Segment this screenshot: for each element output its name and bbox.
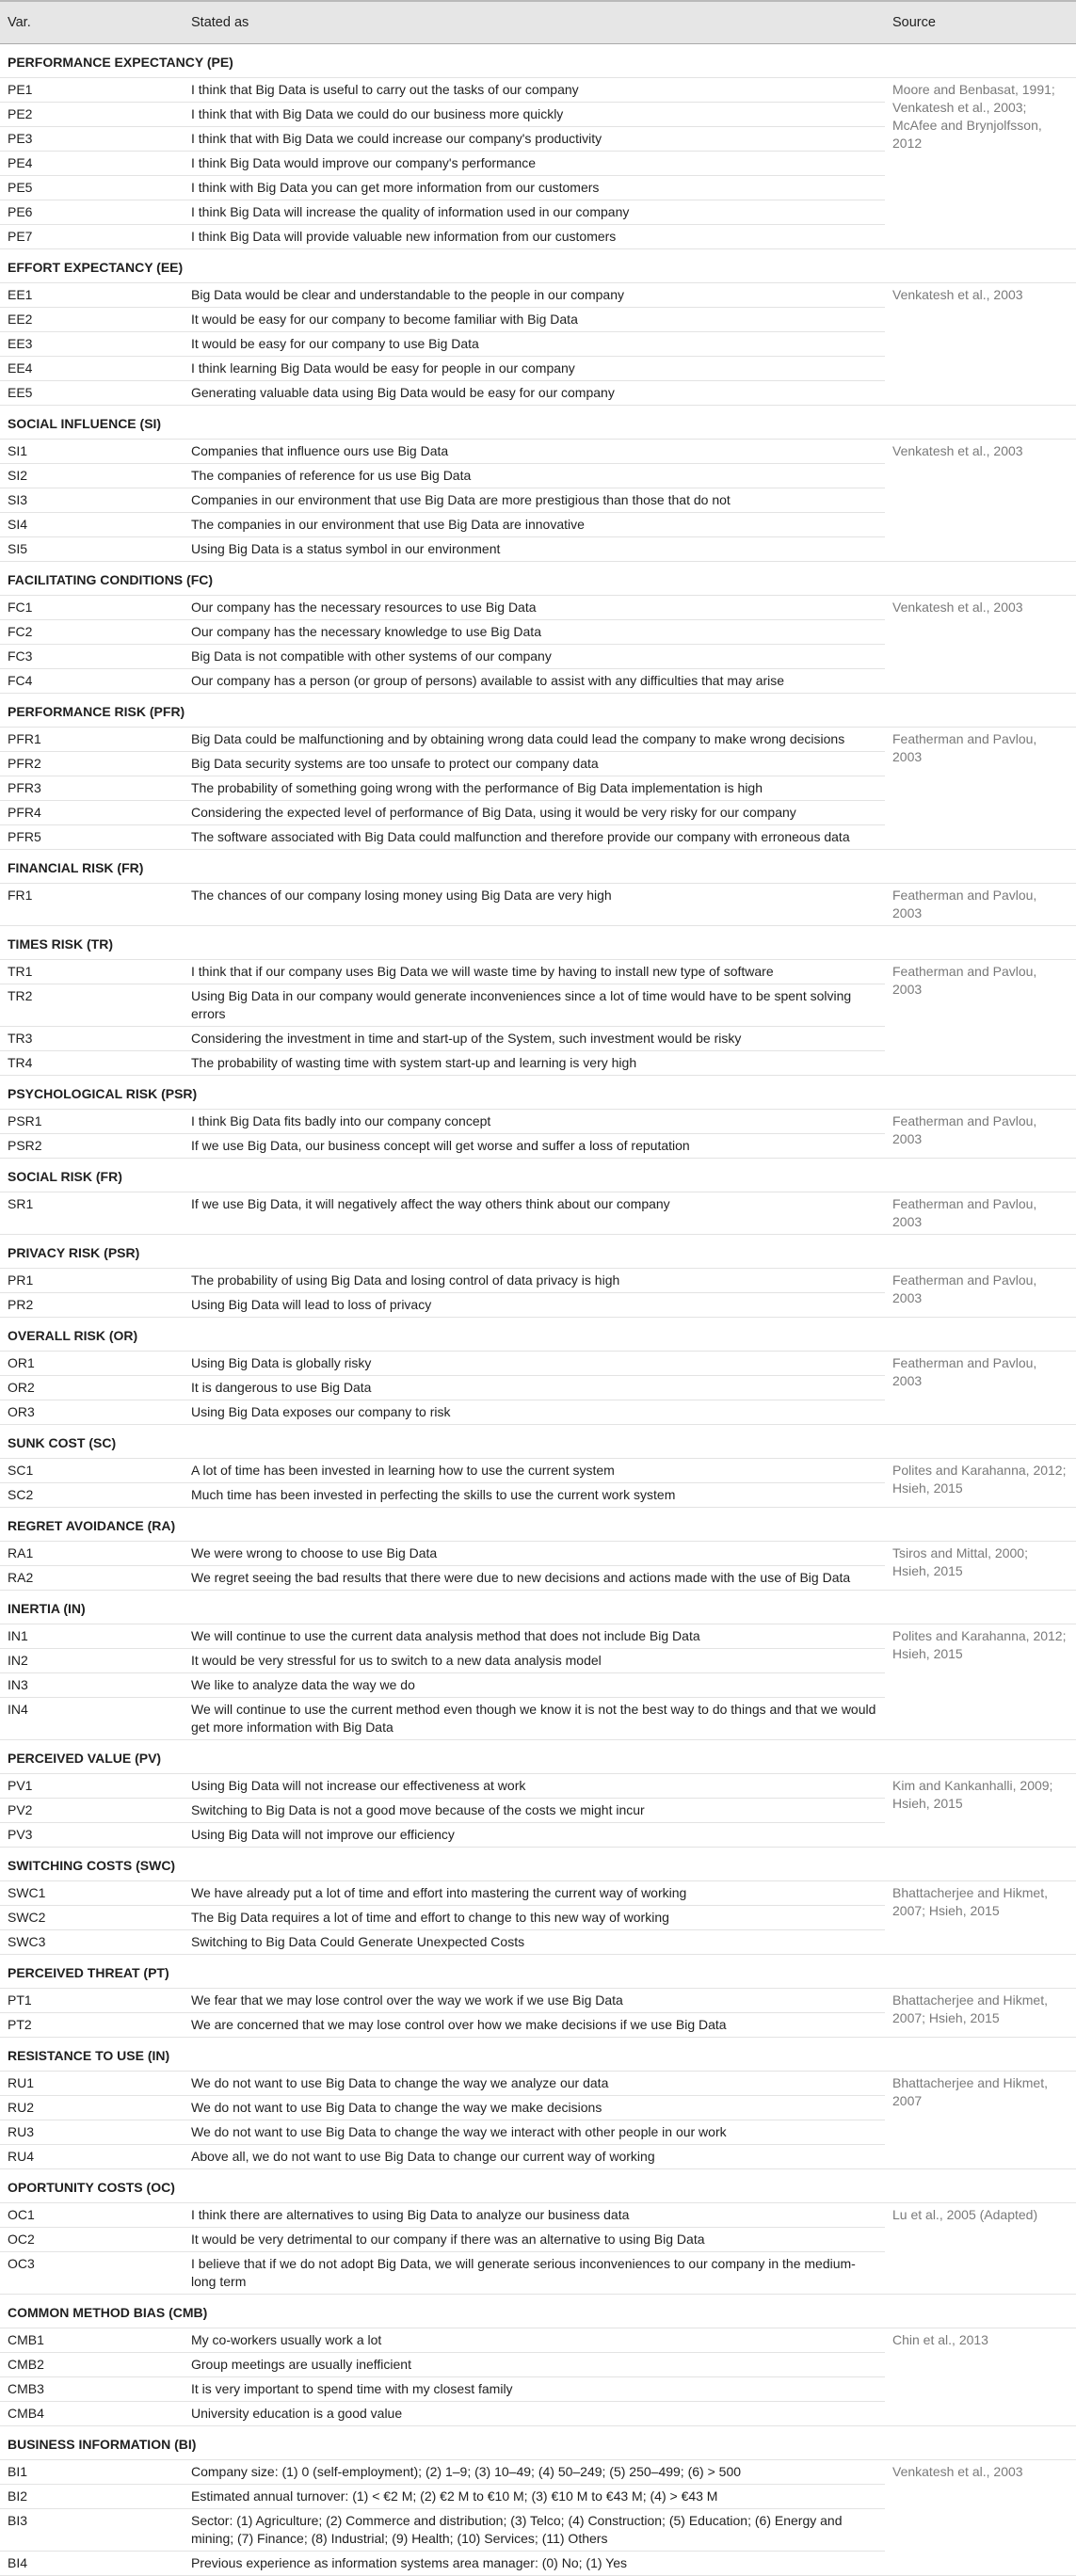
section-title: TIMES RISK (TR) [0,926,1076,960]
item-source: Polites and Karahanna, 2012; Hsieh, 2015 [885,1459,1076,1508]
section-row [0,406,1076,440]
item-statement: Group meetings are usually inefficient [184,2353,885,2377]
item-source: Venkatesh et al., 2003 [885,596,1076,694]
item-statement: The companies of reference for us use Big Data [184,464,885,488]
item-source: Bhattacherjee and Hikmet, 2007; Hsieh, 2015 [885,1881,1076,1955]
item-code: PV1 [0,1774,184,1799]
item-statement: Using Big Data will not increase our effectiveness at work [184,1774,885,1799]
item-statement: The software associated with Big Data could malfunction and therefore provide our company with erroneous data [184,825,885,850]
item-statement: Big Data could be malfunctioning and by obtaining wrong data could lead the company to make wrong decisions [184,728,885,752]
item-statement: Considering the investment in time and start-up of the System, such investment would be risky [184,1027,885,1051]
item-statement: Using Big Data is globally risky [184,1352,885,1376]
item-code: OR2 [0,1376,184,1400]
section-title: PERFORMANCE EXPECTANCY (PE) [0,44,1076,78]
item-statement: Switching to Big Data Could Generate Unexpected Costs [184,1930,885,1955]
section-row [0,44,1076,78]
section-title: PSYCHOLOGICAL RISK (PSR) [0,1076,1076,1110]
item-source: Featherman and Pavlou, 2003 [885,728,1076,850]
item-statement: Big Data is not compatible with other systems of our company [184,645,885,669]
item-statement: Previous experience as information systems area manager: (0) No; (1) Yes [184,2552,885,2576]
item-statement: We were wrong to choose to use Big Data [184,1542,885,1566]
item-statement: Using Big Data in our company would generate inconveniences since a lot of time would have to be spent solving errors [184,984,885,1027]
item-code: IN3 [0,1673,184,1698]
table-row [0,2203,1076,2228]
item-statement: We are concerned that we may lose control over how we make decisions if we use Big Data [184,2013,885,2038]
item-statement: University education is a good value [184,2402,885,2426]
item-statement: If we use Big Data, our business concept will get worse and suffer a loss of reputation [184,1134,885,1159]
item-code: EE3 [0,332,184,357]
table-row [0,2460,1076,2485]
item-code: SR1 [0,1192,184,1235]
item-code: PT2 [0,2013,184,2038]
item-statement: Generating valuable data using Big Data would be easy for our company [184,381,885,406]
table-body [0,44,1076,2576]
section-title: SUNK COST (SC) [0,1425,1076,1459]
item-statement: Considering the expected level of performance of Big Data, using it would be very risky for our company [184,801,885,825]
column-header-var: Var. [0,1,184,44]
item-statement: I think with Big Data you can get more information from our customers [184,176,885,200]
item-statement: I think that Big Data is useful to carry out the tasks of our company [184,78,885,103]
item-code: BI3 [0,2509,184,2552]
section-title: PERFORMANCE RISK (PFR) [0,694,1076,728]
item-statement: We regret seeing the bad results that there were due to new decisions and actions made with the use of Big Data [184,1566,885,1591]
section-row [0,1159,1076,1192]
item-source: Featherman and Pavlou, 2003 [885,1352,1076,1425]
item-code: SI5 [0,537,184,562]
item-code: EE2 [0,308,184,332]
item-statement: Using Big Data will lead to loss of privacy [184,1293,885,1318]
item-code: PE7 [0,225,184,249]
item-code: RA2 [0,1566,184,1591]
item-code: CMB1 [0,2328,184,2353]
item-statement: I think that with Big Data we could increase our company's productivity [184,127,885,152]
table-row [0,884,1076,926]
item-statement: I think there are alternatives to using Big Data to analyze our business data [184,2203,885,2228]
item-source: Chin et al., 2013 [885,2328,1076,2426]
section-title: RESISTANCE TO USE (IN) [0,2038,1076,2072]
table-row [0,1269,1076,1293]
item-code: SI1 [0,440,184,464]
section-title: OVERALL RISK (OR) [0,1318,1076,1352]
item-statement: Our company has the necessary knowledge to use Big Data [184,620,885,645]
item-statement: Big Data security systems are too unsafe to protect our company data [184,752,885,776]
column-header-source: Source [885,1,1076,44]
item-source: Venkatesh et al., 2003 [885,283,1076,406]
item-statement: The probability of something going wrong with the performance of Big Data implementation is high [184,776,885,801]
item-code: PE2 [0,103,184,127]
table-row [0,2328,1076,2353]
section-row [0,694,1076,728]
table-row [0,960,1076,984]
item-source: Featherman and Pavlou, 2003 [885,1192,1076,1235]
item-statement: I think Big Data will provide valuable new information from our customers [184,225,885,249]
item-statement: I think Big Data would improve our company's performance [184,152,885,176]
item-code: PSR2 [0,1134,184,1159]
item-statement: We have already put a lot of time and effort into mastering the current way of working [184,1881,885,1906]
item-code: PE4 [0,152,184,176]
item-statement: It would be easy for our company to use Big Data [184,332,885,357]
item-code: PV2 [0,1799,184,1823]
table-row [0,2072,1076,2096]
item-code: BI1 [0,2460,184,2485]
item-statement: We like to analyze data the way we do [184,1673,885,1698]
item-statement: Sector: (1) Agriculture; (2) Commerce and distribution; (3) Telco; (4) Construction; (5) Education; (6) Energy and mining; (7) Finance; (8) Industrial; (9) Health; (10) Services; (11) Others [184,2509,885,2552]
item-code: EE4 [0,357,184,381]
item-code: RU4 [0,2145,184,2169]
item-code: CMB3 [0,2377,184,2402]
item-code: FR1 [0,884,184,926]
item-code: SWC3 [0,1930,184,1955]
item-code: PE3 [0,127,184,152]
item-source: Moore and Benbasat, 1991; Venkatesh et al., 2003; McAfee and Brynjolfsson, 2012 [885,78,1076,249]
item-code: TR2 [0,984,184,1027]
item-source: Lu et al., 2005 (Adapted) [885,2203,1076,2295]
item-statement: Companies that influence ours use Big Data [184,440,885,464]
item-statement: I believe that if we do not adopt Big Data, we will generate serious inconveniences to our company in the medium-long term [184,2252,885,2295]
item-statement: Company size: (1) 0 (self-employment); (2) 1–9; (3) 10–49; (4) 50–249; (5) 250–499; (6) > 500 [184,2460,885,2485]
item-statement: Our company has a person (or group of persons) available to assist with any difficulties that may arise [184,669,885,694]
item-code: BI2 [0,2485,184,2509]
section-row [0,1591,1076,1624]
section-row [0,1425,1076,1459]
item-code: IN2 [0,1649,184,1673]
section-row [0,1508,1076,1542]
item-code: SI2 [0,464,184,488]
item-code: SI3 [0,488,184,513]
item-code: FC1 [0,596,184,620]
item-code: PFR4 [0,801,184,825]
item-statement: It would be easy for our company to become familiar with Big Data [184,308,885,332]
item-source: Venkatesh et al., 2003 [885,2460,1076,2576]
section-title: FACILITATING CONDITIONS (FC) [0,562,1076,596]
item-source: Bhattacherjee and Hikmet, 2007 [885,2072,1076,2169]
item-code: FC2 [0,620,184,645]
section-row [0,562,1076,596]
item-code: OC1 [0,2203,184,2228]
item-statement: It is very important to spend time with my closest family [184,2377,885,2402]
item-statement: The Big Data requires a lot of time and effort to change to this new way of working [184,1906,885,1930]
item-statement: The chances of our company losing money using Big Data are very high [184,884,885,926]
item-code: SI4 [0,513,184,537]
item-statement: It would be very detrimental to our company if there was an alternative to using Big Data [184,2228,885,2252]
header-row [0,1,1076,44]
item-source: Venkatesh et al., 2003 [885,440,1076,562]
item-code: PFR1 [0,728,184,752]
table-header [0,1,1076,44]
section-row [0,1740,1076,1774]
item-code: OC3 [0,2252,184,2295]
table-row [0,283,1076,308]
item-code: SC1 [0,1459,184,1483]
item-code: IN4 [0,1698,184,1740]
item-statement: We do not want to use Big Data to change the way we interact with other people in our work [184,2120,885,2145]
item-code: PT1 [0,1989,184,2013]
section-row [0,2038,1076,2072]
table-row [0,1624,1076,1649]
item-code: TR3 [0,1027,184,1051]
section-title: PERCEIVED THREAT (PT) [0,1955,1076,1989]
item-source: Featherman and Pavlou, 2003 [885,1269,1076,1318]
section-title: FINANCIAL RISK (FR) [0,850,1076,884]
section-title: COMMON METHOD BIAS (CMB) [0,2295,1076,2328]
section-row [0,2169,1076,2203]
item-code: PR1 [0,1269,184,1293]
item-code: BI4 [0,2552,184,2576]
item-code: CMB4 [0,2402,184,2426]
item-source: Featherman and Pavlou, 2003 [885,1110,1076,1159]
table-row [0,728,1076,752]
item-statement: Much time has been invested in perfecting the skills to use the current work system [184,1483,885,1508]
section-title: SWITCHING COSTS (SWC) [0,1848,1076,1881]
table-row [0,1110,1076,1134]
item-statement: We fear that we may lose control over the way we work if we use Big Data [184,1989,885,2013]
item-code: RU1 [0,2072,184,2096]
item-statement: Our company has the necessary resources to use Big Data [184,596,885,620]
item-code: CMB2 [0,2353,184,2377]
section-row [0,1076,1076,1110]
table-row [0,1774,1076,1799]
item-source: Featherman and Pavlou, 2003 [885,884,1076,926]
item-code: PE5 [0,176,184,200]
item-source: Featherman and Pavlou, 2003 [885,960,1076,1076]
section-row [0,1235,1076,1269]
section-row [0,249,1076,283]
item-code: OR3 [0,1400,184,1425]
item-statement: Using Big Data exposes our company to risk [184,1400,885,1425]
item-statement: I think Big Data fits badly into our company concept [184,1110,885,1134]
column-header-stated-as: Stated as [184,1,885,44]
item-code: OC2 [0,2228,184,2252]
item-statement: Above all, we do not want to use Big Data to change our current way of working [184,2145,885,2169]
item-statement: My co-workers usually work a lot [184,2328,885,2353]
item-code: RU3 [0,2120,184,2145]
item-statement: The probability of wasting time with system start-up and learning is very high [184,1051,885,1076]
item-source: Tsiros and Mittal, 2000; Hsieh, 2015 [885,1542,1076,1591]
item-statement: Companies in our environment that use Big Data are more prestigious than those that do not [184,488,885,513]
table-row [0,1542,1076,1566]
item-code: PE6 [0,200,184,225]
table-row [0,1881,1076,1906]
section-title: PERCEIVED VALUE (PV) [0,1740,1076,1774]
item-statement: If we use Big Data, it will negatively affect the way others think about our company [184,1192,885,1235]
item-code: RA1 [0,1542,184,1566]
section-title: PRIVACY RISK (PSR) [0,1235,1076,1269]
item-code: TR1 [0,960,184,984]
section-row [0,1318,1076,1352]
item-code: PSR1 [0,1110,184,1134]
item-statement: It is dangerous to use Big Data [184,1376,885,1400]
item-code: OR1 [0,1352,184,1376]
item-statement: I think learning Big Data would be easy for people in our company [184,357,885,381]
table-row [0,440,1076,464]
section-title: BUSINESS INFORMATION (BI) [0,2426,1076,2460]
item-statement: I think Big Data will increase the quality of information used in our company [184,200,885,225]
section-row [0,2426,1076,2460]
item-statement: Switching to Big Data is not a good move because of the costs we might incur [184,1799,885,1823]
item-code: SC2 [0,1483,184,1508]
item-code: FC4 [0,669,184,694]
item-code: PFR2 [0,752,184,776]
section-title: EFFORT EXPECTANCY (EE) [0,249,1076,283]
item-statement: Using Big Data will not improve our efficiency [184,1823,885,1848]
item-statement: I think that if our company uses Big Data we will waste time by having to install new type of software [184,960,885,984]
section-title: SOCIAL INFLUENCE (SI) [0,406,1076,440]
item-statement: Big Data would be clear and understandable to the people in our company [184,283,885,308]
item-code: EE5 [0,381,184,406]
section-row [0,926,1076,960]
table-row [0,1192,1076,1235]
item-statement: I think that with Big Data we could do our business more quickly [184,103,885,127]
section-title: OPORTUNITY COSTS (OC) [0,2169,1076,2203]
item-statement: We will continue to use the current data analysis method that does not include Big Data [184,1624,885,1649]
item-code: TR4 [0,1051,184,1076]
item-code: IN1 [0,1624,184,1649]
item-statement: We do not want to use Big Data to change the way we make decisions [184,2096,885,2120]
item-code: EE1 [0,283,184,308]
item-source: Polites and Karahanna, 2012; Hsieh, 2015 [885,1624,1076,1740]
section-title: INERTIA (IN) [0,1591,1076,1624]
item-code: PR2 [0,1293,184,1318]
section-title: SOCIAL RISK (FR) [0,1159,1076,1192]
table-row [0,596,1076,620]
item-statement: We do not want to use Big Data to change the way we analyze our data [184,2072,885,2096]
section-row [0,1955,1076,1989]
item-statement: It would be very stressful for us to switch to a new data analysis model [184,1649,885,1673]
table-row [0,78,1076,103]
item-statement: Using Big Data is a status symbol in our environment [184,537,885,562]
item-statement: Estimated annual turnover: (1) < €2 M; (2) €2 M to €10 M; (3) €10 M to €43 M; (4) > €43 M [184,2485,885,2509]
table-row [0,1459,1076,1483]
item-code: SWC2 [0,1906,184,1930]
section-row [0,1848,1076,1881]
item-code: RU2 [0,2096,184,2120]
item-code: PFR3 [0,776,184,801]
item-statement: A lot of time has been invested in learning how to use the current system [184,1459,885,1483]
item-source: Kim and Kankanhalli, 2009; Hsieh, 2015 [885,1774,1076,1848]
section-title: REGRET AVOIDANCE (RA) [0,1508,1076,1542]
item-code: PV3 [0,1823,184,1848]
item-code: PFR5 [0,825,184,850]
item-statement: We will continue to use the current method even though we know it is not the best way to do things and that we would get more information with Big Data [184,1698,885,1740]
item-source: Bhattacherjee and Hikmet, 2007; Hsieh, 2015 [885,1989,1076,2038]
item-code: FC3 [0,645,184,669]
section-row [0,850,1076,884]
section-row [0,2295,1076,2328]
item-code: SWC1 [0,1881,184,1906]
table-row [0,1989,1076,2013]
item-statement: The companies in our environment that use Big Data are innovative [184,513,885,537]
item-code: PE1 [0,78,184,103]
item-statement: The probability of using Big Data and losing control of data privacy is high [184,1269,885,1293]
table-row [0,1352,1076,1376]
